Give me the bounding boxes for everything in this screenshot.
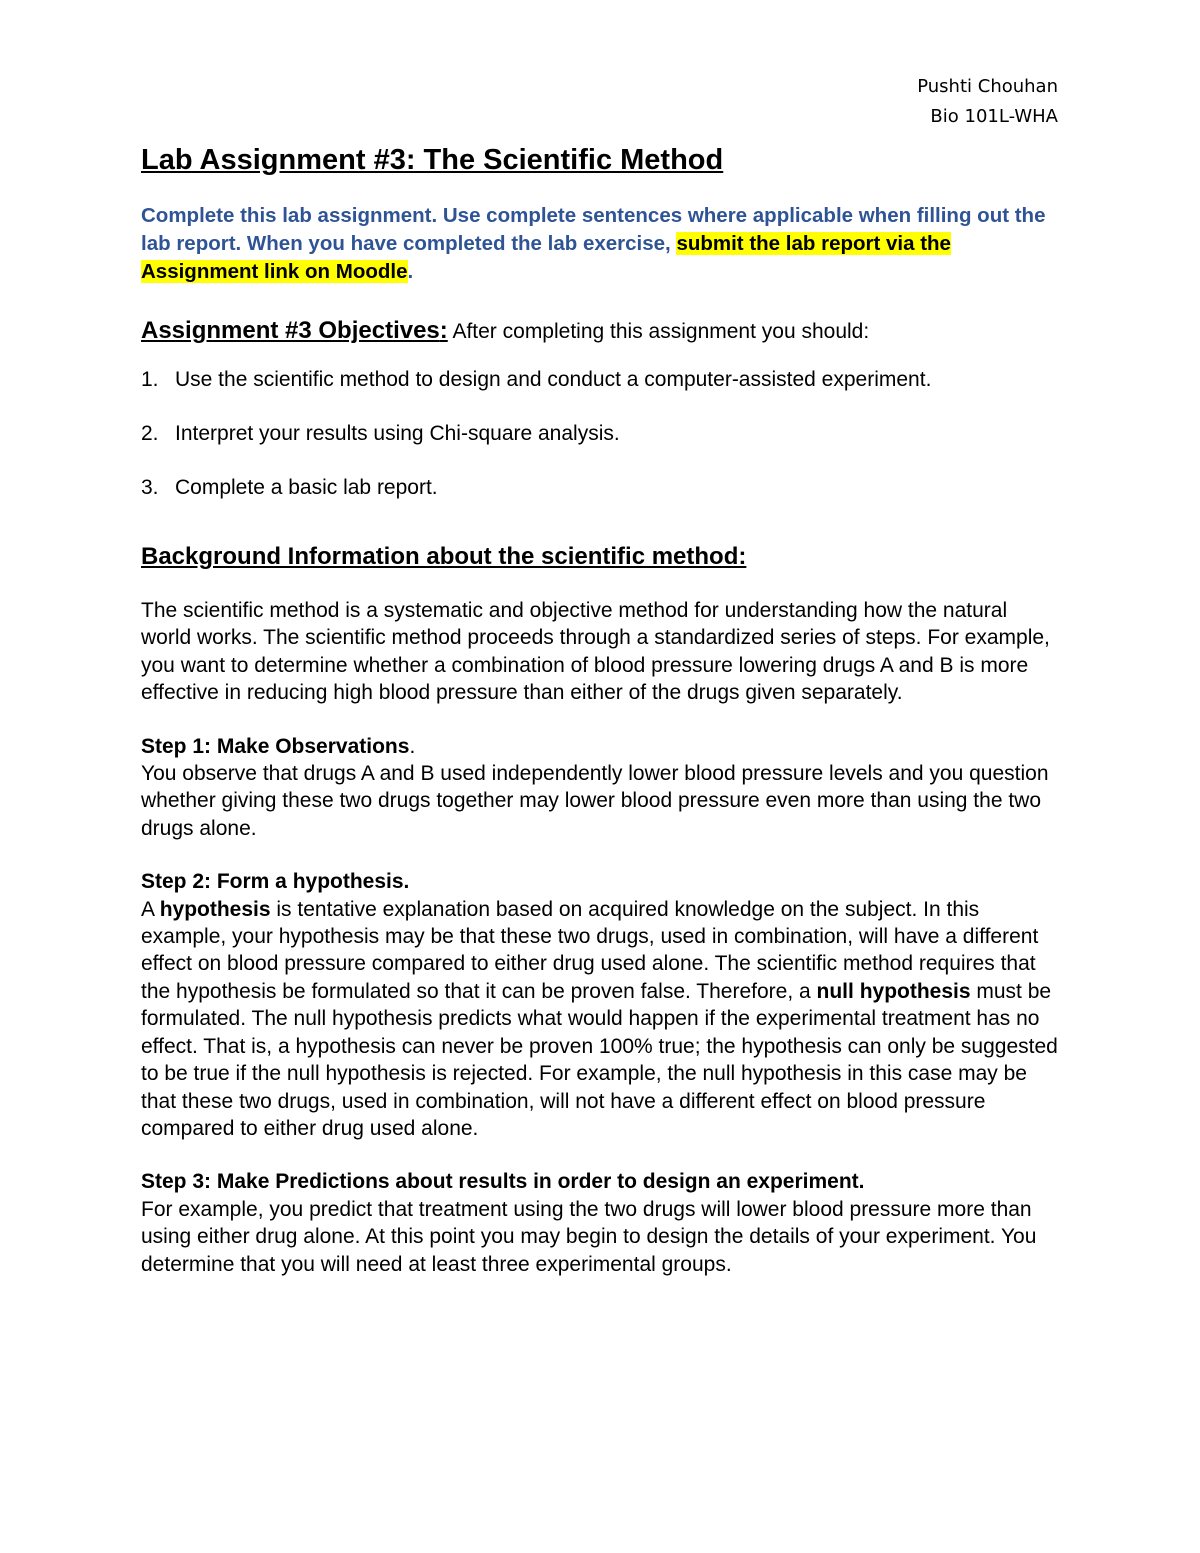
objectives-heading xyxy=(141,316,1061,347)
intro-highlight: submit the lab report via the Assignment link on Moodle xyxy=(141,232,951,283)
background-heading: Background Information about the scientific method: xyxy=(141,543,747,570)
objectives-colon: : xyxy=(439,317,448,344)
list-item: 2. Interpret your results using Chi-square analysis. xyxy=(141,422,620,445)
step-2 xyxy=(141,868,1061,1142)
step-2-body: A hypothesis is tentative explanation based on acquired knowledge on the subject. In this example, your hypothesis may be that these two drugs, used in combination, will have a different effect on blood pressure compared to either drug used alone. The scientific method requires that the hypothesis be formulated so that it can be proven false. Therefore, a null hypothesis must be formulated. The null hypothesis predicts what would happen if the experimental treatment has no effect. That is, a hypothesis can never be proven 100% true; the hypothesis can only be suggested to be true if the null hypothesis is rejected. For example, the null hypothesis in this case may be that these two drugs, used in combination, will not have a different effect on blood pressure compared to either drug used alone. xyxy=(141,897,1058,1140)
step-1-title: Step 1: Make Observations xyxy=(141,734,410,758)
step-3 xyxy=(141,1168,1061,1278)
objectives-list xyxy=(141,365,1061,503)
document-body xyxy=(141,140,1061,1278)
objectives-label: Assignment #3 Objectives xyxy=(141,317,440,344)
document-header xyxy=(917,72,1058,132)
course-code: Bio 101L-WHA xyxy=(930,106,1058,127)
author-name: Pushti Chouhan xyxy=(917,76,1058,97)
background-paragraph: The scientific method is a systematic and objective method for understanding how the natural world works. The scientific method proceeds through a standardized series of steps. For example, you want to determine whether a combination of blood pressure lowering drugs A and B is more effective in reducing high blood pressure than either of the drugs given separately. xyxy=(141,599,1050,705)
page-title: Lab Assignment #3: The Scientific Method xyxy=(141,144,724,176)
intro-text: Complete this lab assignment. Use complete sentences where applicable when filling out the lab report. When you have completed the lab exercise, xyxy=(141,204,1046,255)
step-3-body: For example, you predict that treatment using the two drugs will lower blood pressure more than using either drug alone. At this point you may begin to design the details of your experiment. You determine that you will need at least three experimental groups. xyxy=(141,1197,1037,1276)
step-1-body: You observe that drugs A and B used independently lower blood pressure levels and you question whether giving these two drugs together may lower blood pressure even more than using the two drugs alone. xyxy=(141,762,1049,840)
step-3-title: Step 3: Make Predictions about results in order to design an experiment. xyxy=(141,1170,865,1194)
list-item: 1. Use the scientific method to design and conduct a computer-assisted experiment. xyxy=(141,368,932,391)
list-item: 3. Complete a basic lab report. xyxy=(141,476,438,499)
term-hypothesis: hypothesis xyxy=(159,897,271,921)
step-1: Step 1: Make Observations. You observe that drugs A and B used independently lower blood pressure levels and you question whether giving these two drugs together may lower blood pressure even more than using the two drugs alone. xyxy=(141,733,1061,843)
step-2-title: Step 2: Form a hypothesis. xyxy=(141,870,410,894)
term-null-hypothesis: null hypothesis xyxy=(816,979,971,1003)
intro-end: . xyxy=(407,260,414,283)
intro-instructions xyxy=(141,202,1061,286)
objectives-lead: After completing this assignment you should: xyxy=(447,320,870,343)
